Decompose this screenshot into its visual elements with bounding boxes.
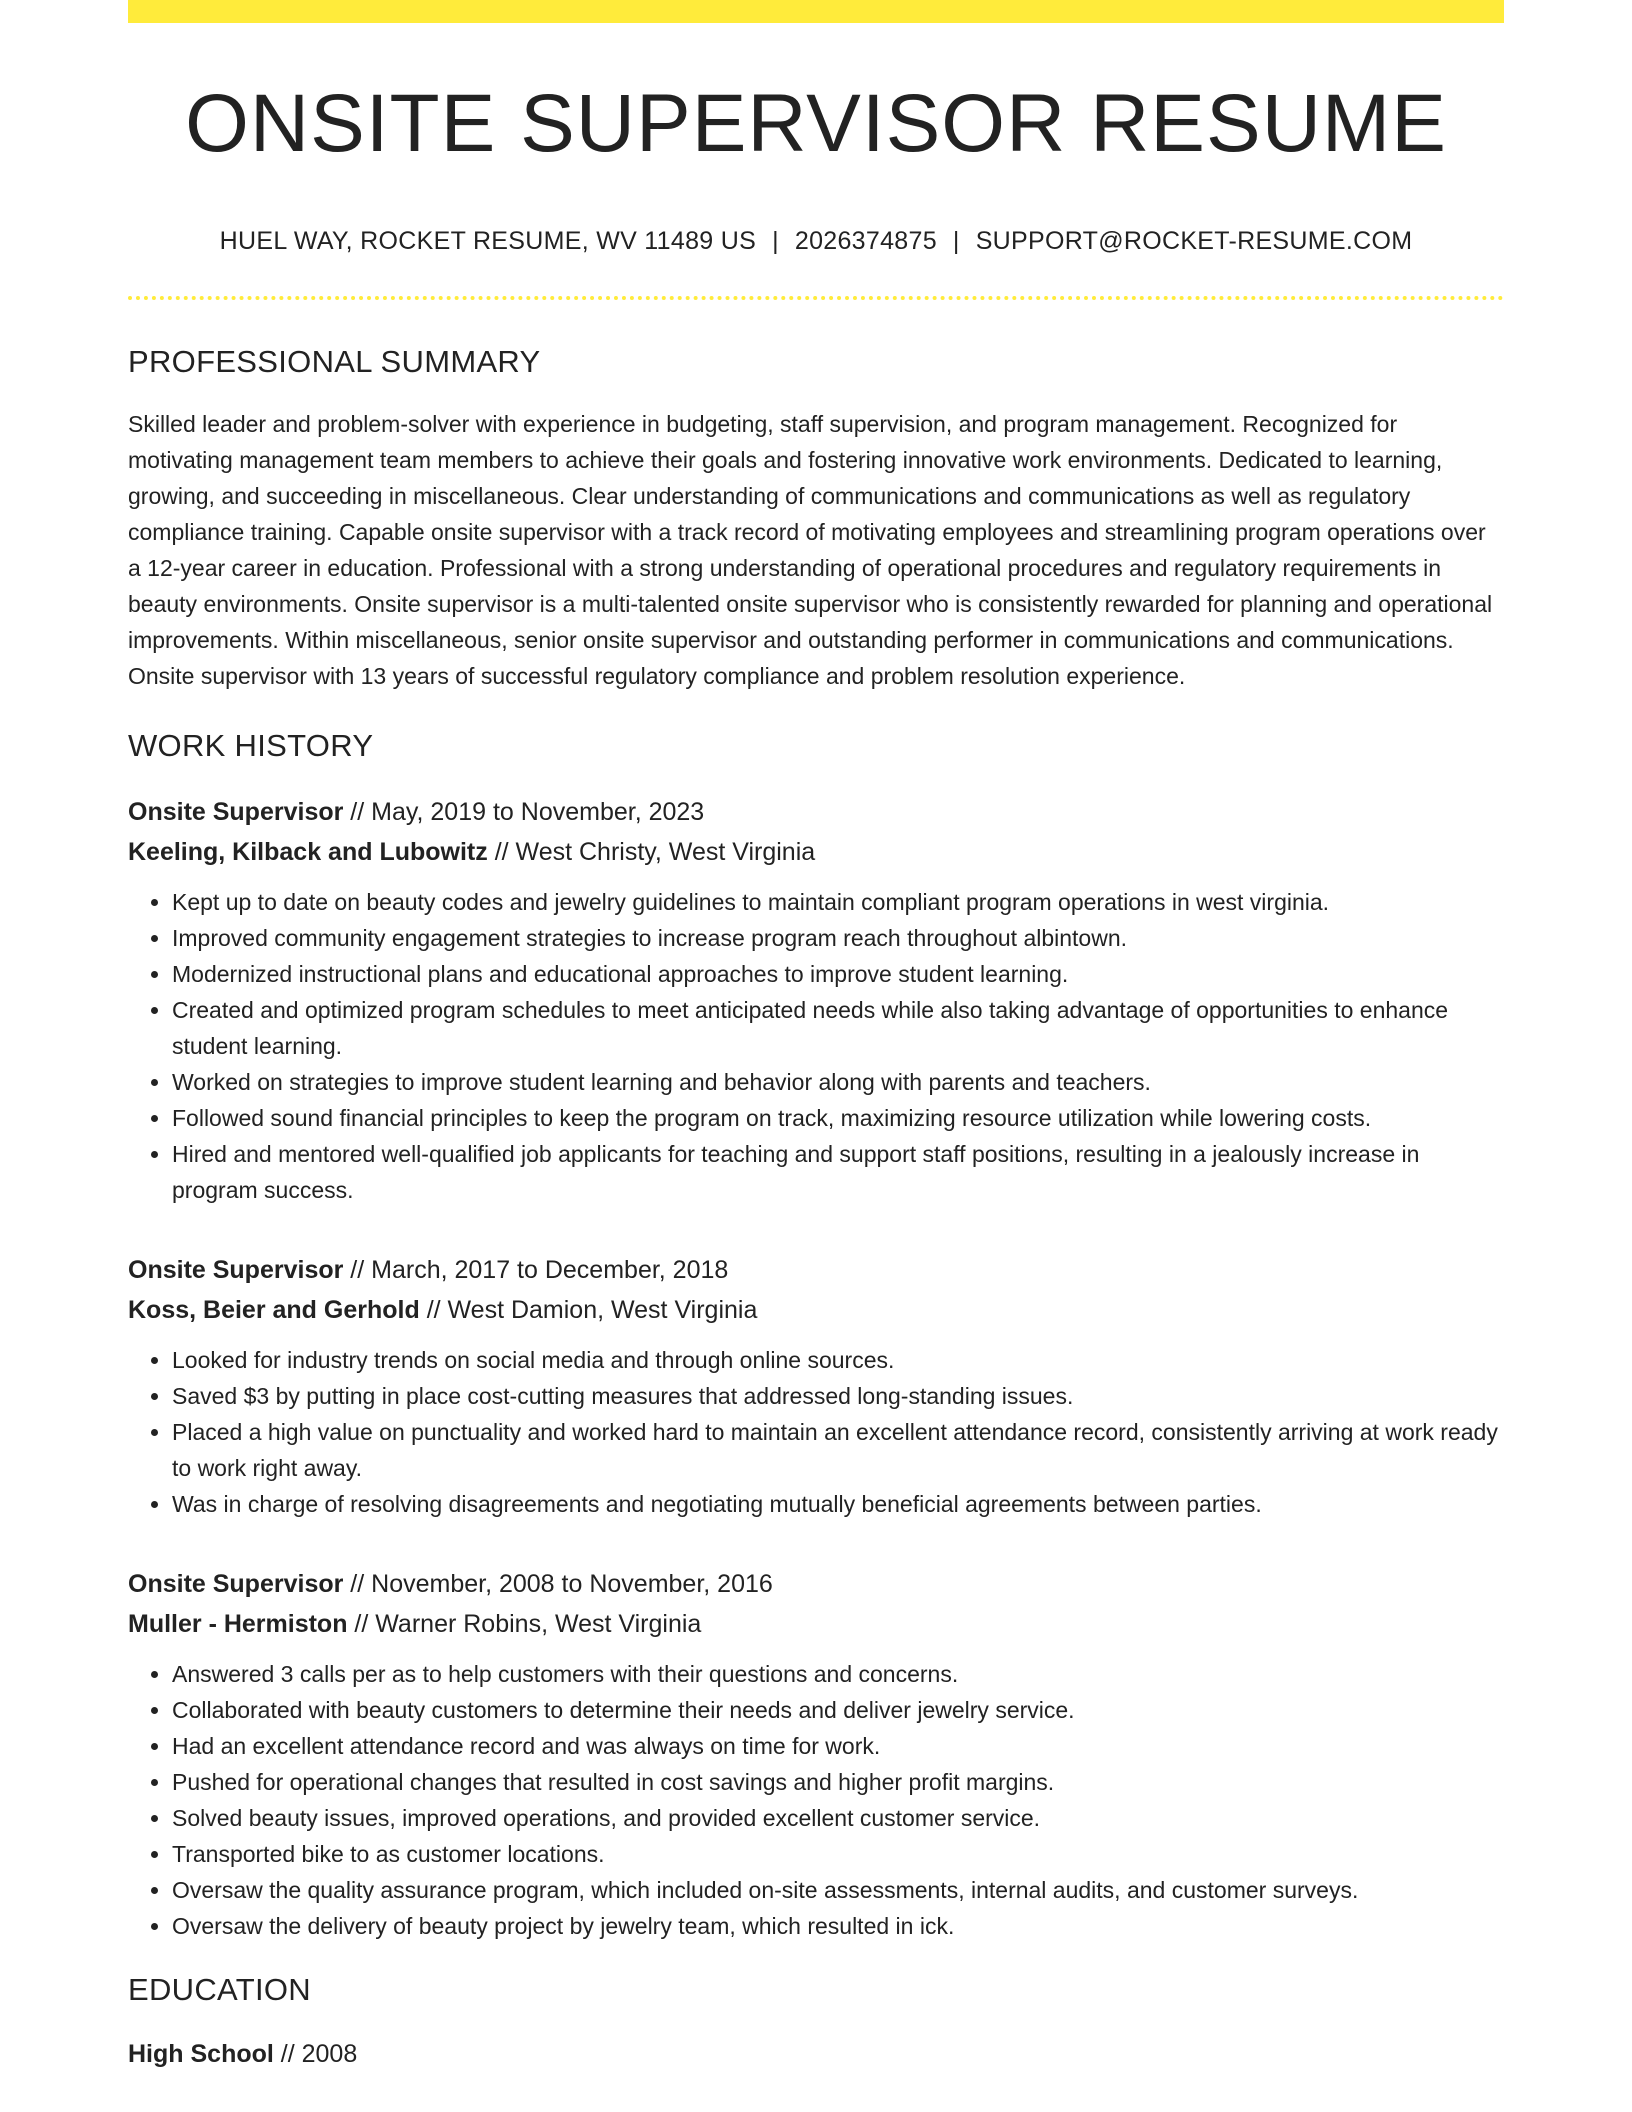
duty-item: • Solved beauty issues, improved operations, and provided excellent customer service.: [172, 1800, 1504, 1836]
contact-address: HUEL WAY, ROCKET RESUME, WV 11489 US: [219, 227, 757, 255]
job-title: Onsite Supervisor: [128, 1256, 344, 1284]
duty-item: • Improved community engagement strategies to increase program reach throughout albintown.: [172, 920, 1504, 956]
duty-item: • Oversaw the delivery of beauty project by jewelry team, which resulted in ick.: [172, 1908, 1504, 1944]
duty-item: • Saved $3 by putting in place cost-cutting measures that addressed long-standing issues.: [172, 1378, 1504, 1414]
duty-item: • Hired and mentored well-qualified job applicants for teaching and support staff positions, resulting in a jealously increase in program success.: [172, 1136, 1504, 1208]
job-duties-list: [128, 884, 1504, 1208]
duty-item: • Worked on strategies to improve student learning and behavior along with parents and teachers.: [172, 1064, 1504, 1100]
job-title: Onsite Supervisor: [128, 1570, 344, 1598]
job-company-line: [128, 1604, 1504, 1644]
job-company-line: [128, 832, 1504, 872]
contact-phone: 2026374875: [794, 227, 937, 255]
job-entry: [128, 1564, 1504, 1944]
work-history-heading: WORK HISTORY: [128, 728, 374, 763]
job-title-line: [128, 792, 1504, 832]
job-dates: // November, 2008 to November, 2016: [343, 1570, 773, 1598]
accent-top-bar: [128, 0, 1504, 23]
job-location: // West Damion, West Virginia: [419, 1296, 758, 1324]
contact-email: SUPPORT@ROCKET-RESUME.COM: [975, 227, 1413, 255]
job-entry: [128, 792, 1504, 1208]
job-duties-list: [128, 1342, 1504, 1522]
job-title-line: [128, 1564, 1504, 1604]
job-company: Keeling, Kilback and Lubowitz: [128, 838, 488, 866]
job-duties-list: [128, 1656, 1504, 1944]
duty-item: • Modernized instructional plans and educational approaches to improve student learning.: [172, 956, 1504, 992]
contact-line: [128, 227, 1504, 256]
job-dates: // May, 2019 to November, 2023: [343, 798, 705, 826]
job-company: Muller - Hermiston: [128, 1610, 348, 1638]
summary-text: Skilled leader and problem-solver with experience in budgeting, staff supervision, and program management. Recognized for motivating management team members to achieve their goals and fostering innovative work environments. Dedicated to learning, growing, and succeeding in miscellaneous. Clear understanding of communications and communications as well as regulatory compliance training. Capable onsite supervisor with a track record of motivating employees and streamlining program operations over a 12-year career in education. Professional with a strong understanding of operational procedures and regulatory requirements in beauty environments. Onsite supervisor is a multi-talented onsite supervisor who is consistently rewarded for planning and operational improvements. Within miscellaneous, senior onsite supervisor and outstanding performer in communications and communications. Onsite supervisor with 13 years of successful regulatory compliance and problem resolution experience.: [128, 411, 1493, 689]
education-heading: EDUCATION: [128, 1972, 311, 2007]
duty-item: • Looked for industry trends on social media and through online sources.: [172, 1342, 1504, 1378]
resume-title: ONSITE SUPERVISOR RESUME: [185, 78, 1447, 169]
dotted-divider: [128, 296, 1504, 300]
job-title: Onsite Supervisor: [128, 798, 344, 826]
work-history-list: [128, 792, 1504, 1944]
duty-item: • Kept up to date on beauty codes and jewelry guidelines to maintain compliant program operations in west virginia.: [172, 884, 1504, 920]
job-dates: // March, 2017 to December, 2018: [343, 1256, 729, 1284]
duty-item: • Collaborated with beauty customers to determine their needs and deliver jewelry service.: [172, 1692, 1504, 1728]
duty-item: • Placed a high value on punctuality and worked hard to maintain an excellent attendance record, consistently arriving at work ready to work right away.: [172, 1414, 1504, 1486]
resume-page: [128, 0, 1504, 2074]
duty-item: • Followed sound financial principles to keep the program on track, maximizing resource utilization while lowering costs.: [172, 1100, 1504, 1136]
duty-item: • Transported bike to as customer locations.: [172, 1836, 1504, 1872]
duty-item: • Created and optimized program schedules to meet anticipated needs while also taking advantage of opportunities to enhance student learning.: [172, 992, 1504, 1064]
job-entry: [128, 1250, 1504, 1522]
duty-item: • Oversaw the quality assurance program, which included on-site assessments, internal audits, and customer surveys.: [172, 1872, 1504, 1908]
duty-item: • Answered 3 calls per as to help customers with their questions and concerns.: [172, 1656, 1504, 1692]
job-company-line: [128, 1290, 1504, 1330]
education-year: // 2008: [273, 2040, 358, 2068]
job-location: // Warner Robins, West Virginia: [347, 1610, 702, 1638]
education-entry: [128, 2034, 1504, 2074]
summary-heading: PROFESSIONAL SUMMARY: [128, 344, 541, 379]
job-title-line: [128, 1250, 1504, 1290]
duty-item: • Pushed for operational changes that resulted in cost savings and higher profit margins.: [172, 1764, 1504, 1800]
job-location: // West Christy, West Virginia: [487, 838, 816, 866]
contact-separator: |: [952, 227, 960, 255]
duty-item: • Was in charge of resolving disagreements and negotiating mutually beneficial agreements between parties.: [172, 1486, 1504, 1522]
education-degree: High School: [128, 2040, 274, 2068]
duty-item: • Had an excellent attendance record and was always on time for work.: [172, 1728, 1504, 1764]
contact-separator: |: [772, 227, 779, 255]
job-company: Koss, Beier and Gerhold: [128, 1296, 420, 1324]
